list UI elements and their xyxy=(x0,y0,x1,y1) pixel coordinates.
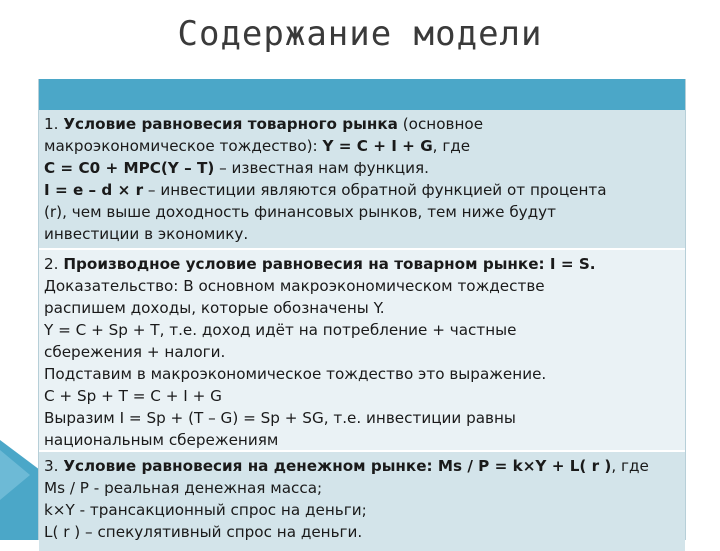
row-line: Доказательство: В основном макроэкономическом тождестве xyxy=(44,277,545,295)
row-line: C + Sp + T = C + I + G xyxy=(44,387,222,405)
table-row xyxy=(39,452,685,551)
content-table xyxy=(38,79,686,540)
row-line: Y = C + Sp + T, т.е. доход идёт на потребление + частные xyxy=(44,321,517,339)
page-title: Содержание модели xyxy=(177,14,543,54)
row-line: национальным сбережениям xyxy=(44,431,279,449)
row-line: Выразим I = Sp + (T – G) = Sp + SG, т.е. инвестиции равны xyxy=(44,409,516,427)
row-line: 2. Производное условие равновесия на товарном рынке: I = S. xyxy=(44,255,596,273)
row-line: 1. Условие равновесия товарного рынка (основное xyxy=(44,115,484,133)
table-row xyxy=(39,250,685,452)
row-line: 3. Условие равновесия на денежном рынке: Ms / P = k×Y + L( r ), где xyxy=(44,457,649,475)
row-line: распишем доходы, которые обозначены Y. xyxy=(44,299,385,317)
table-row xyxy=(39,110,685,250)
row-line: k×Y - трансакционный спрос на деньги; xyxy=(44,501,367,519)
row-line: I = e – d × r – инвестиции являются обратной функцией от процента xyxy=(44,181,607,199)
row-line: L( r ) – спекулятивный спрос на деньги. xyxy=(44,523,363,541)
row-line: C = C0 + MPC(Y – T) – известная нам функция. xyxy=(44,159,429,177)
decorative-corner-shape xyxy=(0,440,40,540)
row-line: инвестиции в экономику. xyxy=(44,225,249,243)
row-line: Ms / P - реальная денежная масса; xyxy=(44,479,323,497)
row-line: макроэкономическое тождество): Y = C + I + G, где xyxy=(44,137,471,155)
row-line: сбережения + налоги. xyxy=(44,343,226,361)
row-line: (r), чем выше доходность финансовых рынков, тем ниже будут xyxy=(44,203,557,221)
table-header-row xyxy=(39,79,685,110)
row-line: Подставим в макроэкономическое тождество это выражение. xyxy=(44,365,547,383)
